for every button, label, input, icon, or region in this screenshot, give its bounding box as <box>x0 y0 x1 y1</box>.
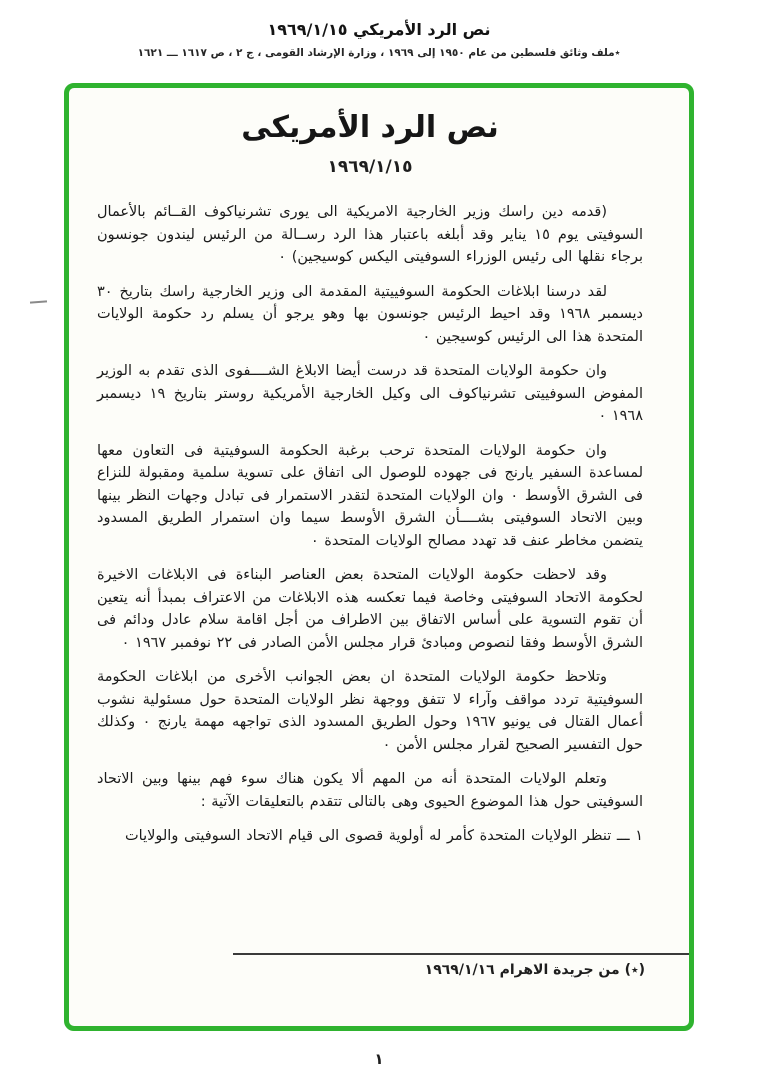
paragraph-1: (قدمه دين راسك وزير الخارجية الامريكية الى يورى تشرنياكوف القــائم بالأعمال السوفيتى يوم ١٥ يناير وقد أبلغه باعتبار هذا الرد رســالة من الرئيس ليندون جونسون برجاء نقلها الى رئيس الوزراء السوفيتى اليكس كوسيجين) ٠ <box>97 204 643 265</box>
document-body <box>97 201 643 848</box>
header-title: نص الرد الأمريكي ١٩٦٩/١/١٥ <box>267 20 491 39</box>
page-header <box>0 0 758 59</box>
document-date: ١٩٦٩/١/١٥ <box>327 157 413 177</box>
paragraph-2: لقد درسنا ابلاغات الحكومة السوفييتية المقدمة الى وزير الخارجية راسك بتاريخ ٣٠ ديسمبر ١٩٦٨ وقد احيط الرئيس جونسون بها وهو يرجو أن يسلم رد حكومة الولايات المتحدة هذا الى الرئيس كوسيجين ٠ <box>97 283 643 345</box>
paragraph-4: وان حكومة الولايات المتحدة ترحب برغبة الحكومة السوفيتية فى التعاون معها لمساعدة السفير يارنج فى جهوده للوصول الى اتفاق على تسوية سلمية ومقبولة للنزاع فى الشرق الأوسط ٠ وان الولايات المتحدة لتقدر الاستمرار فى تبادل وجهات النظر بينها وبين الاتحاد السوفيتى بشــــأن الشرق الأوسط سيما وان استمرار الطريق المسدود يتضمن مخاطر عنف قد تهدد مصالح الولايات المتحدة ٠ <box>97 442 643 549</box>
paragraph-3: وان حكومة الولايات المتحدة قد درست أيضا الابلاغ الشــــفوى الذى تقدم به الوزير المفوض السوفييتى تشرنياكوف الى وكيل الخارجية الأمريكية روستر بتاريخ ١٩ ديسمبر ١٩٦٨ ٠ <box>97 363 643 424</box>
paragraph-8-numbered-item: ١ ـــ تنظر الولايات المتحدة كأمر له أولوية قصوى الى قيام الاتحاد السوفيتى والولايات <box>125 828 643 844</box>
document-title: نص الرد الأمريكى <box>241 110 499 145</box>
margin-pen-mark <box>30 300 47 303</box>
footnote <box>233 953 689 978</box>
document-frame <box>64 83 694 1031</box>
paragraph-5: وقد لاحظت حكومة الولايات المتحدة بعض العناصر البناءة فى الابلاغات الاخيرة لحكومة الاتحاد السوفيتى وخاصة فيما تعكسه هذه الابلاغات من الاعتراف بمبدأ أنه يتعين أن تقوم التسوية على أساس الاتفاق بين الاطراف من أجل اقامة سلام عادل ودائم فى الشرق الأوسط وفقا لنصوص ومبادئ قرار مجلس الأمن الصادر فى ٢٢ نوفمبر ١٩٦٧ ٠ <box>97 567 643 651</box>
page-number: ١ <box>374 1050 384 1068</box>
paragraph-7: وتعلم الولايات المتحدة أنه من المهم ألا يكون هناك سوء فهم بينها وبين الاتحاد السوفيتى حول هذا الموضوع الحيوى وهى بالتالى تتقدم بالتعليقات الآتية : <box>97 771 643 810</box>
header-source-citation: ٭ملف وثائق فلسطين من عام ١٩٥٠ إلى ١٩٦٩ ، وزارة الإرشاد القومى ، ج ٢ ، ص ١٦١٧ ـــ ١٦٢١ <box>137 47 621 59</box>
paragraph-6: وتلاحظ حكومة الولايات المتحدة ان بعض الجوانب الأخرى من ابلاغات الحكومة السوفيتية تردد مواقف وآراء لا تتفق ووجهة نظر الولايات المتحدة حول مسئولية نشوب أعمال القتال فى يونيو ١٩٦٧ وحول الطريق المسدود الذى تواجهه مهمة يارنج ٠ وكذلك حول التفسير الصحيح لقرار مجلس الأمن ٠ <box>97 669 644 753</box>
footnote-text: (٭) من جريدة الاهرام ١٩٦٩/١/١٦ <box>424 962 645 978</box>
